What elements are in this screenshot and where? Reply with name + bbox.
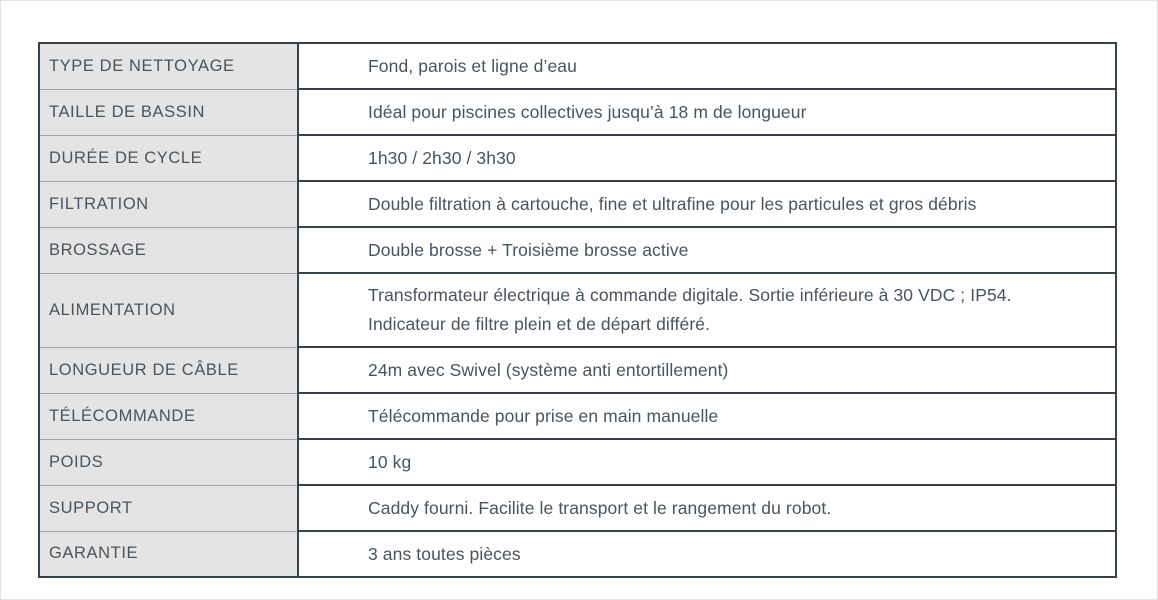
spec-label: TAILLE DE BASSIN bbox=[39, 89, 298, 135]
spec-value-line: 10 kg bbox=[368, 451, 412, 472]
table-row bbox=[39, 393, 1116, 439]
table-row bbox=[39, 531, 1116, 577]
table-row bbox=[39, 135, 1116, 181]
spec-label: DURÉE DE CYCLE bbox=[39, 135, 298, 181]
spec-value-line: Double filtration à cartouche, fine et ultrafine pour les particules et gros débris bbox=[368, 193, 977, 214]
table-row bbox=[39, 485, 1116, 531]
spec-table bbox=[38, 42, 1117, 578]
spec-value bbox=[298, 89, 1116, 135]
spec-value-line: 24m avec Swivel (système anti entortillement) bbox=[368, 359, 729, 380]
spec-value bbox=[298, 181, 1116, 227]
table-row bbox=[39, 273, 1116, 347]
table-row bbox=[39, 439, 1116, 485]
spec-label: LONGUEUR DE CÂBLE bbox=[39, 347, 298, 393]
spec-value-line: Télécommande pour prise en main manuelle bbox=[368, 405, 719, 426]
spec-label: FILTRATION bbox=[39, 181, 298, 227]
spec-value-line: Caddy fourni. Facilite le transport et le rangement du robot. bbox=[368, 497, 832, 518]
spec-label: POIDS bbox=[39, 439, 298, 485]
table-row bbox=[39, 43, 1116, 89]
spec-label: BROSSAGE bbox=[39, 227, 298, 273]
spec-label: TYPE DE NETTOYAGE bbox=[39, 43, 298, 89]
table-row bbox=[39, 89, 1116, 135]
spec-value bbox=[298, 439, 1116, 485]
spec-value-line: Indicateur de filtre plein et de départ différé. bbox=[368, 314, 711, 334]
spec-value-line: Idéal pour piscines collectives jusqu’à 18 m de longueur bbox=[368, 101, 807, 122]
table-row bbox=[39, 347, 1116, 393]
spec-value bbox=[298, 347, 1116, 393]
spec-value-line: Double brosse + Troisième brosse active bbox=[368, 239, 689, 260]
spec-value bbox=[298, 531, 1116, 577]
spec-label: TÉLÉCOMMANDE bbox=[39, 393, 298, 439]
spec-value-line: 1h30 / 2h30 / 3h30 bbox=[368, 147, 516, 168]
spec-value bbox=[298, 43, 1116, 89]
product-spec-section bbox=[38, 42, 1117, 578]
spec-value bbox=[298, 393, 1116, 439]
spec-value bbox=[298, 227, 1116, 273]
spec-value bbox=[298, 273, 1116, 347]
spec-label: SUPPORT bbox=[39, 485, 298, 531]
spec-value-line: Fond, parois et ligne d’eau bbox=[368, 55, 577, 76]
spec-value-line: 3 ans toutes pièces bbox=[368, 543, 521, 564]
spec-label: GARANTIE bbox=[39, 531, 298, 577]
spec-value bbox=[298, 485, 1116, 531]
table-row bbox=[39, 181, 1116, 227]
spec-value-line: Transformateur électrique à commande digitale. Sortie inférieure à 30 VDC ; IP54. bbox=[368, 285, 1012, 305]
spec-label: ALIMENTATION bbox=[39, 273, 298, 347]
spec-value bbox=[298, 135, 1116, 181]
table-row bbox=[39, 227, 1116, 273]
